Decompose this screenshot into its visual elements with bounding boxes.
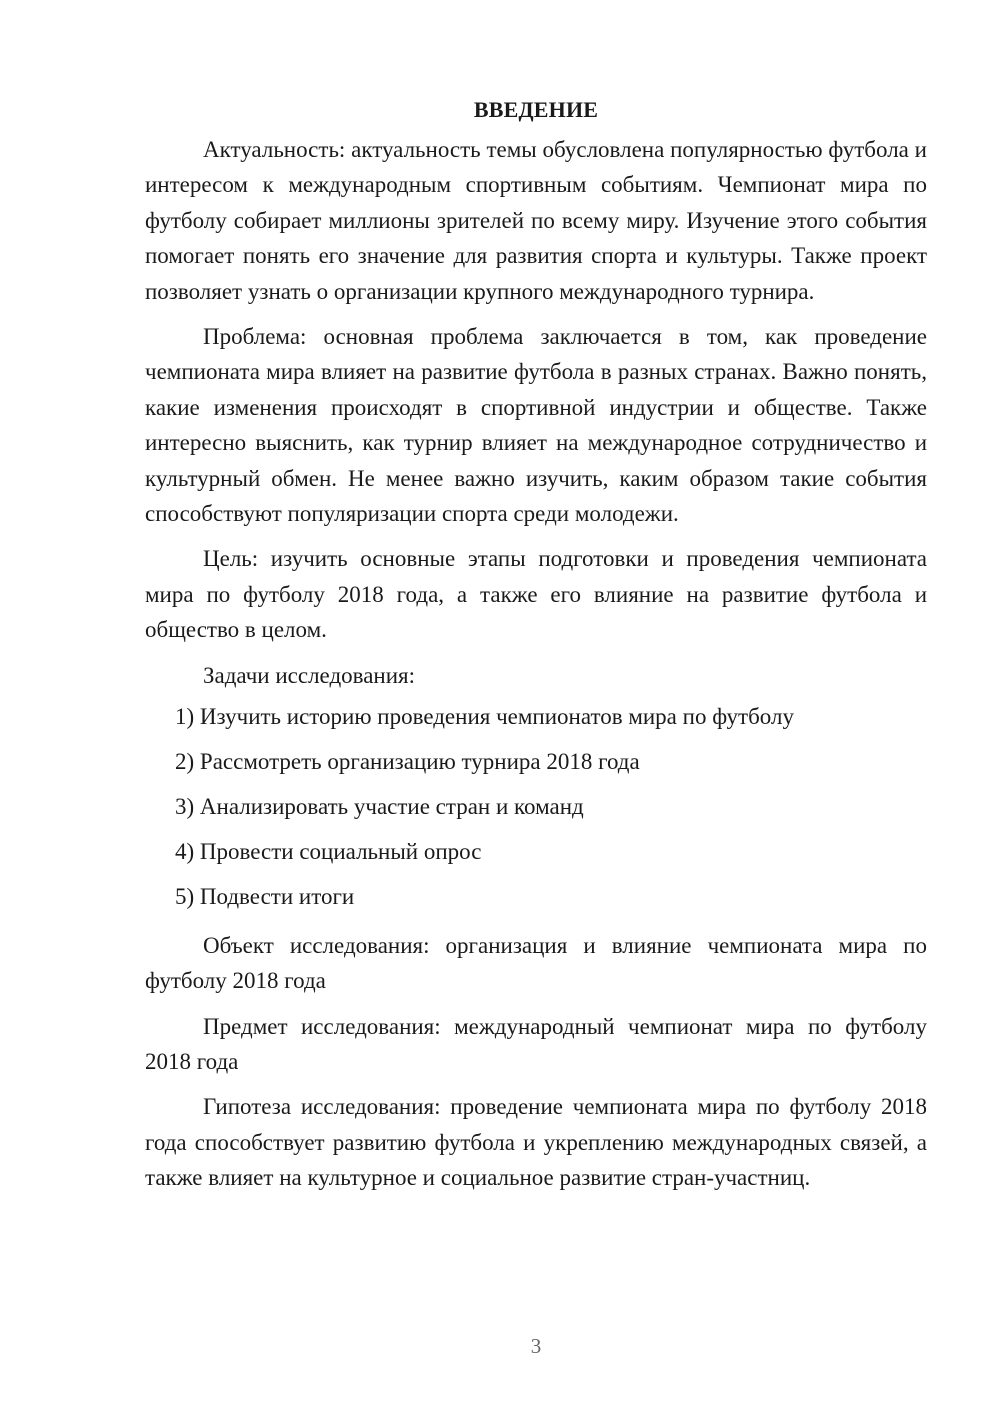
tasks-list — [145, 693, 927, 918]
page-content — [145, 92, 927, 1196]
relevance-paragraph: Актуальность: актуальность темы обусловлена популярностью футбола и интересом к международным спортивным событиям. Чемпионат мира по футболу собирает миллионы зрителей по всему миру. Изучение этого события помогает понять его значение для развития спорта и культуры. Также проект позволяет узнать о организации крупного международного турнира. — [145, 137, 927, 304]
page-number: 3 — [530, 1334, 542, 1358]
spacer — [145, 309, 927, 319]
spacer — [145, 531, 927, 541]
spacer — [145, 648, 927, 658]
task-item: 2) Рассмотреть организацию турнира 2018 года — [175, 748, 640, 774]
spacer — [145, 1079, 927, 1089]
goal-paragraph: Цель: изучить основные этапы подготовки и проведения чемпионата мира по футболу 2018 года, а также его влияние на развитие футбола и общество в целом. — [145, 546, 927, 643]
hypothesis-paragraph: Гипотеза исследования: проведение чемпионата мира по футболу 2018 года способствует развитию футбола и укреплению международных связей, а также влияет на культурное и социальное развитие стран-участниц. — [145, 1094, 927, 1191]
subject-paragraph: Предмет исследования: международный чемпионат мира по футболу 2018 года — [145, 1013, 927, 1074]
task-item: 4) Провести социальный опрос — [175, 838, 482, 864]
spacer — [145, 918, 927, 928]
tasks-title: Задачи исследования: — [203, 662, 416, 688]
task-item: 1) Изучить историю проведения чемпионатов мира по футболу — [175, 703, 794, 729]
problem-paragraph: Проблема: основная проблема заключается в том, как проведение чемпионата мира влияет на развитие футбола в разных странах. Важно понять, какие изменения происходят в спортивной индустрии и обществе. Также интересно выяснить, как турнир влияет на международное сотрудничество и культурный обмен. Не менее важно изучить, каким образом такие события способствуют популяризации спорта среди молодежи. — [145, 324, 927, 527]
task-item: 5) Подвести итоги — [175, 883, 355, 909]
task-item: 3) Анализировать участие стран и команд — [175, 793, 584, 819]
object-paragraph: Объект исследования: организация и влияние чемпионата мира по футболу 2018 года — [145, 932, 927, 994]
spacer — [145, 999, 927, 1009]
section-heading: ВВЕДЕНИЕ — [473, 97, 599, 122]
